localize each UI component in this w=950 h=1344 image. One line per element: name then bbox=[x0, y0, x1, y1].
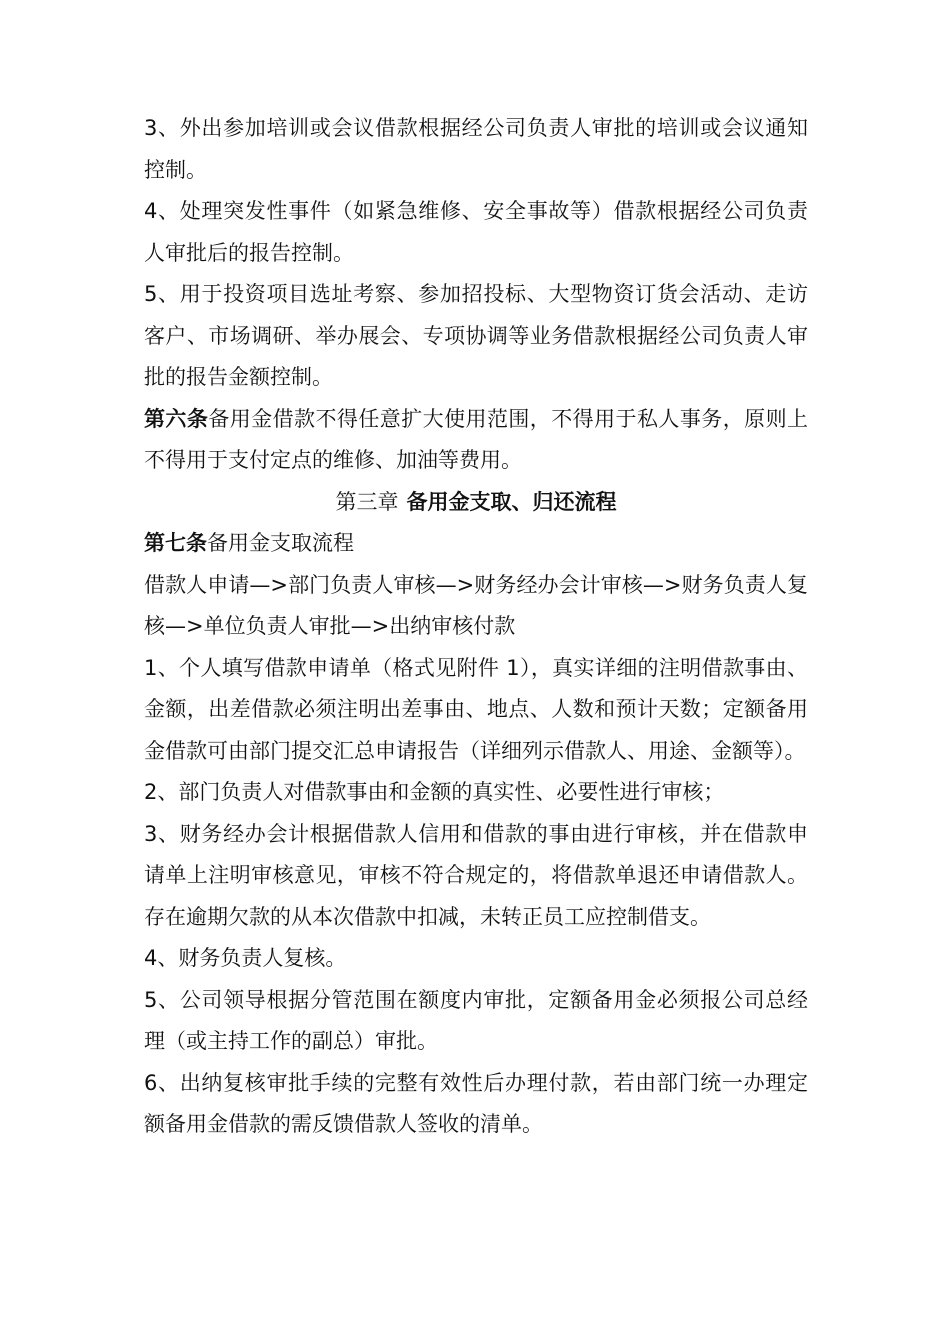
article-text: 备用金支取流程 bbox=[207, 531, 354, 555]
step-5: 5、公司领导根据分管范围在额度内审批，定额备用金必须报公司总经理（或主持工作的副总）审批。 bbox=[144, 987, 808, 1053]
flow-description: 借款人申请—>部门负责人审核—>财务经办会计审核—>财务负责人复核—>单位负责人审批—>出纳审核付款 bbox=[144, 572, 808, 638]
step-3: 3、财务经办会计根据借款人信用和借款的事由进行审核，并在借款申请单上注明审核意见，审核不符合规定的，将借款单退还申请借款人。存在逾期欠款的从本次借款中扣减，未转正员工应控制借支。 bbox=[144, 821, 808, 929]
paragraph-item-5-business: 5、用于投资项目选址考察、参加招投标、大型物资订货会活动、走访客户、市场调研、举办展会、专项协调等业务借款根据经公司负责人审批的报告金额控制。 bbox=[144, 282, 808, 389]
article-7 bbox=[144, 523, 808, 565]
article-label: 第六条 bbox=[144, 406, 209, 431]
paragraph-item-4-emergency: 4、处理突发性事件（如紧急维修、安全事故等）借款根据经公司负责人审批后的报告控制。 bbox=[144, 199, 808, 265]
step-2: 2、部门负责人对借款事由和金额的真实性、必要性进行审核； bbox=[144, 780, 725, 804]
paragraph-item-3-training: 3、外出参加培训或会议借款根据经公司负责人审批的培训或会议通知控制。 bbox=[144, 116, 808, 182]
chapter-prefix: 第三章 bbox=[335, 489, 399, 514]
step-1: 1、个人填写借款申请单（格式见附件 1），真实详细的注明借款事由、金额，出差借款必须注明出差事由、地点、人数和预计天数；定额备用金借款可由部门提交汇总申请报告（详细列示借款人、用途、金额等）。 bbox=[144, 655, 808, 763]
article-text: 备用金借款不得任意扩大使用范围，不得用于私人事务，原则上不得用于支付定点的维修、加油等费用。 bbox=[144, 406, 809, 472]
article-6 bbox=[144, 399, 808, 482]
document-page bbox=[144, 108, 808, 1146]
step-4: 4、财务负责人复核。 bbox=[144, 946, 347, 970]
article-label: 第七条 bbox=[144, 531, 207, 555]
chapter-title: 备用金支取、归还流程 bbox=[406, 489, 617, 514]
step-6: 6、出纳复核审批手续的完整有效性后办理付款，若由部门统一办理定额备用金借款的需反馈借款人签收的清单。 bbox=[144, 1070, 808, 1136]
chapter-heading bbox=[144, 482, 808, 524]
